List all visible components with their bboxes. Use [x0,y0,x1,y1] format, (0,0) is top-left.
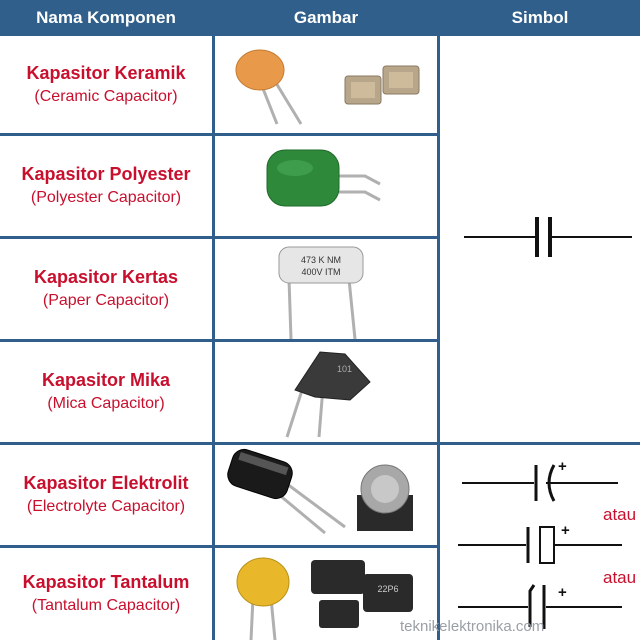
component-english-name: (Electrolyte Capacitor) [26,498,186,515]
row-electrolyte-name [0,445,212,545]
plus-sign: + [561,522,570,539]
row-ceramic-name [0,36,212,133]
row-polyester-name [0,136,212,236]
paper-capacitor-marking: 473 K NM [300,255,342,265]
polarized-capacitor-symbols [440,445,640,640]
polarized-capacitor-curved-symbol [462,458,618,501]
component-english-name: (Paper Capacitor) [42,292,170,309]
header-image: Gambar [215,0,437,36]
component-english-name: (Mica Capacitor) [47,395,165,412]
mica-capacitor-marking: 101 [337,364,353,374]
paper-capacitor-marking-2: 400V ITM [301,267,341,277]
paper-capacitor-image [215,239,437,339]
component-english-name: (Tantalum Capacitor) [31,597,181,614]
component-name: Kapasitor Elektrolit [23,473,189,493]
plus-sign: + [558,458,567,475]
header-name: Nama Komponen [0,0,212,36]
component-english-name: (Ceramic Capacitor) [34,87,178,105]
watermark: teknikelektronika.com [400,618,545,635]
plus-sign: + [558,584,567,601]
electrolyte-capacitor-image [215,445,437,545]
polyester-capacitor-image [215,136,437,236]
capacitor-symbol [440,36,640,442]
mica-capacitor-image [215,342,437,442]
component-english-name: (Polyester Capacitor) [30,189,182,206]
or-label: atau [603,505,637,524]
component-name: Kapasitor Kertas [33,267,179,287]
component-name: Kapasitor Keramik [26,62,186,83]
tantalum-chip-marking: 22P6 [377,584,399,594]
component-name: Kapasitor Tantalum [22,572,190,592]
ceramic-capacitor-image [215,36,437,133]
row-mica-name [0,342,212,442]
header-symbol: Simbol [440,0,640,36]
row-tantalum-name [0,548,212,640]
component-name: Kapasitor Polyester [21,164,191,184]
polarized-capacitor-box-symbol [458,522,622,563]
row-paper-name [0,239,212,339]
component-name: Kapasitor Mika [41,370,171,390]
or-label: atau [603,568,637,587]
